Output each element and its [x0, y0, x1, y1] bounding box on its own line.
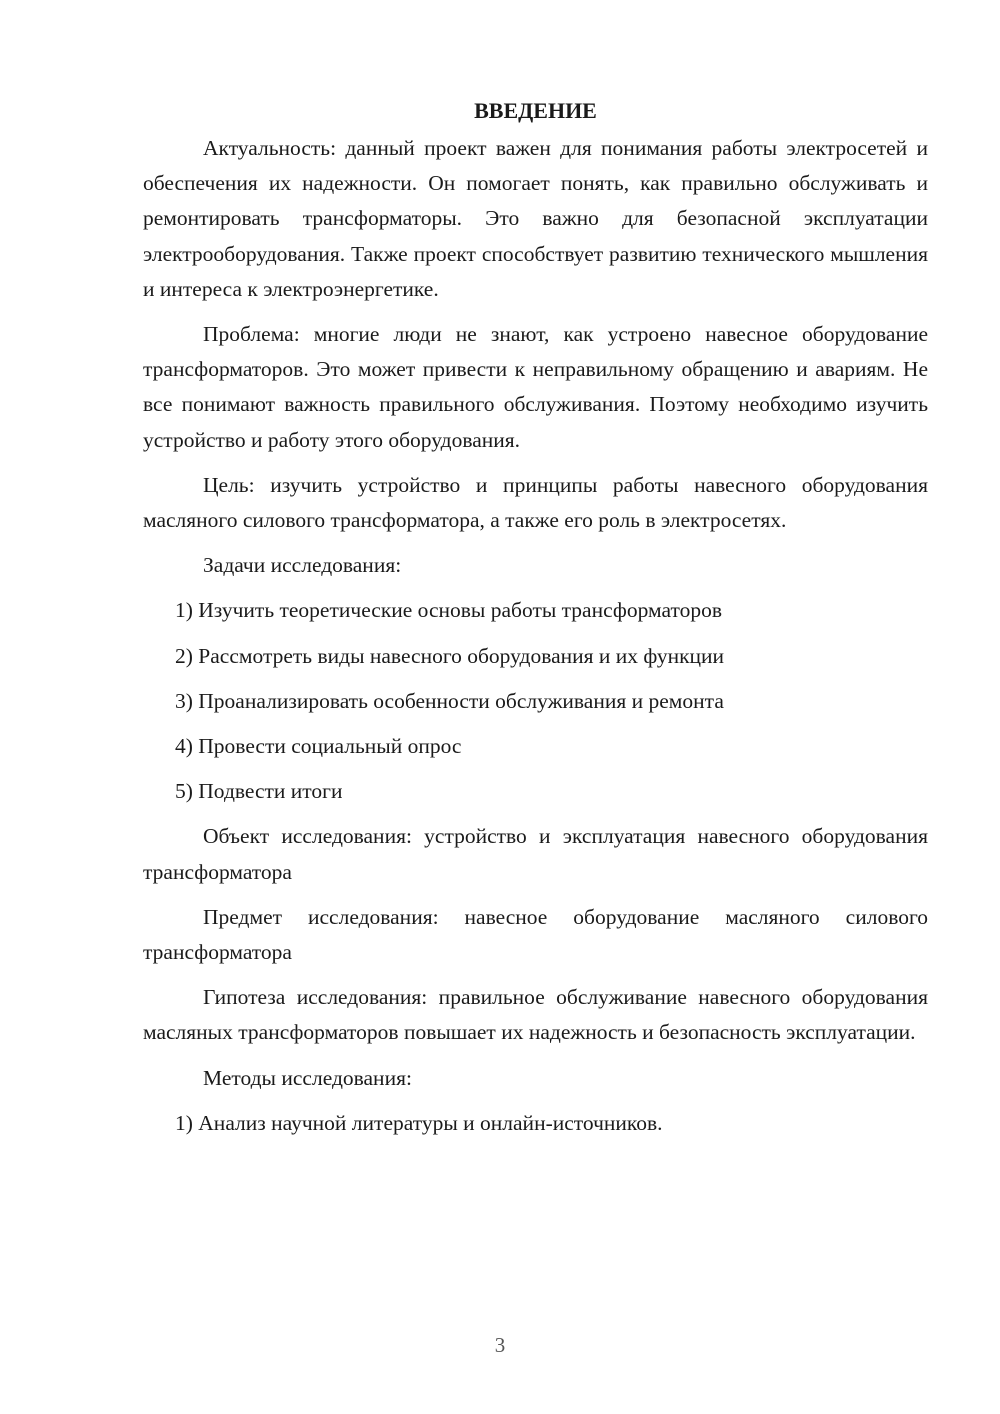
document-page — [143, 95, 928, 1151]
task-item: 2) Рассмотреть виды навесного оборудования и их функции — [175, 643, 725, 668]
subject-paragraph: Предмет исследования: навесное оборудование масляного силового трансформатора — [143, 904, 928, 965]
methods-heading: Методы исследования: — [203, 1065, 412, 1090]
problem-paragraph: Проблема: многие люди не знают, как устроено навесное оборудование трансформаторов. Это может привести к неправильному обращению и авариям. Не все понимают важность правильного обслуживания. Поэтому необходимо изучить устройство и работу этого оборудования. — [143, 322, 928, 452]
page-title: ВВЕДЕНИЕ — [474, 98, 597, 123]
task-item: 1) Изучить теоретические основы работы трансформаторов — [175, 598, 722, 623]
task-item: 3) Проанализировать особенности обслуживания и ремонта — [175, 688, 724, 713]
object-paragraph: Объект исследования: устройство и эксплуатация навесного оборудования трансформатора — [143, 824, 928, 884]
hypothesis-paragraph: Гипотеза исследования: правильное обслуживание навесного оборудования масляных трансформаторов повышает их надежность и безопасность эксплуатации. — [143, 985, 928, 1045]
task-item: 4) Провести социальный опрос — [175, 734, 462, 759]
method-item: 1) Анализ научной литературы и онлайн-источников. — [175, 1110, 663, 1135]
relevance-paragraph: Актуальность: данный проект важен для понимания работы электросетей и обеспечения их надежности. Он помогает понять, как правильно обслуживать и ремонтировать трансформаторы. Это важно для безопасной эксплуатации электрооборудования. Также проект способствует развитию технического мышления и интереса к электроэнергетике. — [143, 136, 928, 301]
goal-paragraph: Цель: изучить устройство и принципы работы навесного оборудования масляного силового трансформатора, а также его роль в электросетях. — [143, 472, 928, 533]
tasks-heading: Задачи исследования: — [203, 553, 402, 578]
page-number: 3 — [494, 1333, 506, 1357]
task-item: 5) Подвести итоги — [175, 779, 343, 804]
